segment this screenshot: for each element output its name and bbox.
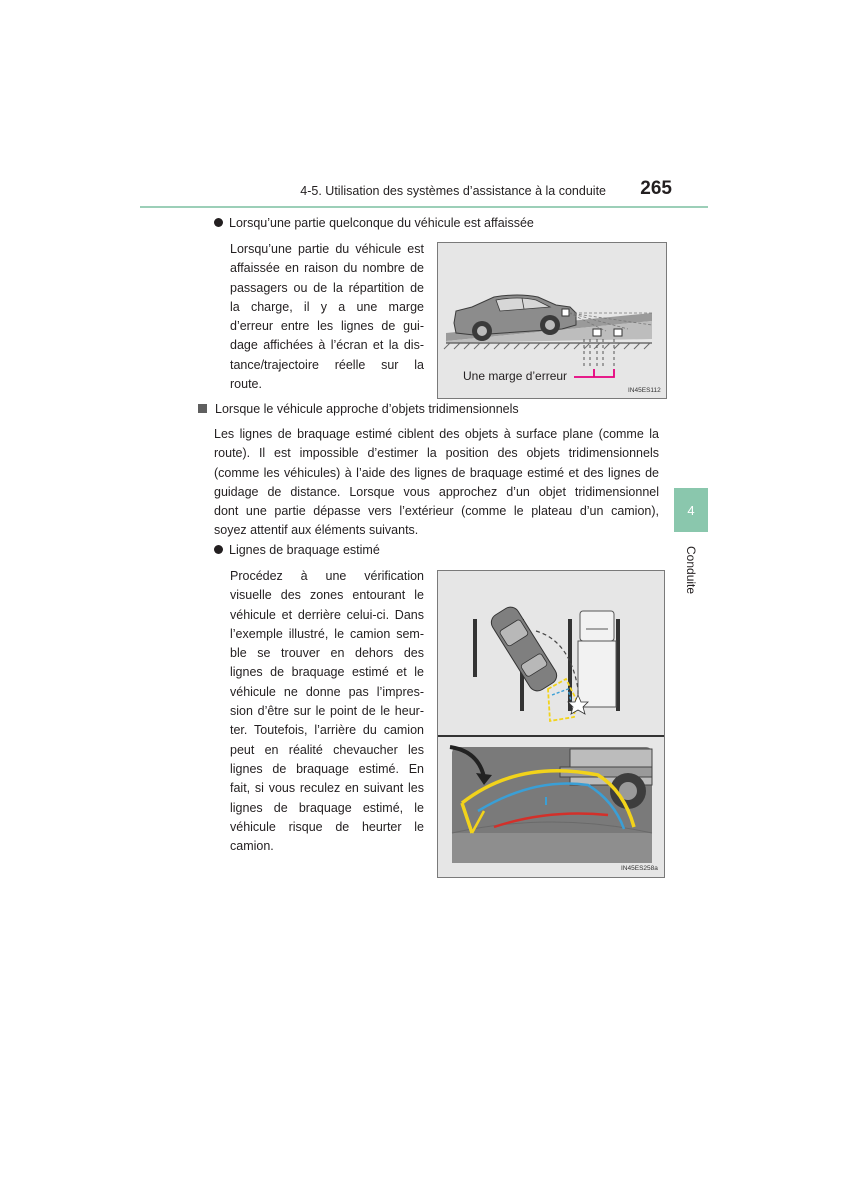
text-line: Procédez à une vérification [230,569,424,583]
text-line: peut en réalité chevaucher les [230,742,424,757]
parking-illustration [438,571,664,877]
paragraph-3d-objects [214,425,659,541]
bullet-heading-text: Lignes de braquage estimé [229,543,380,557]
text-line: Les lignes de braquage estimé ciblent des objets à surface plane (comme la [214,427,659,441]
page-number: 265 [640,178,672,199]
text-line: ter. Toutefois, l’arrière du camion [230,723,424,738]
text-line: fait, si vous reculez en suivant les [230,781,424,796]
text-line: tance/trajectoire réelle sur la [230,357,424,372]
figure-sagging-vehicle [437,242,667,399]
text-line: route. [230,377,262,392]
figure-code: IN45ES258a [621,865,658,872]
paragraph-sagging [230,240,424,394]
text-line: dage affichées à l’écran et la dis- [230,338,424,353]
bullet-heading-sagging [214,216,534,230]
text-line: lignes de braquage estimé, le [230,800,424,815]
figure-code: IN45ES112 [628,387,661,394]
text-line: route). Il est impossible d’estimer la position des objets tridimensionnels [214,446,659,461]
text-line: lignes de braquage estimé. En [230,761,424,776]
chapter-number: 4 [687,502,695,518]
margin-of-error-label: Une marge d’erreur [463,369,568,383]
text-line: passagers ou de la répartition de [230,280,424,295]
text-line: véhicule ne donne pas l’impres- [230,684,424,699]
header-rule [140,206,708,208]
figure-steering-lines [437,570,665,878]
text-line: (comme les véhicules) à l’aide des lignes de braquage estimé et des lignes de [214,465,659,480]
section-title: 4-5. Utilisation des systèmes d’assistance à la conduite [300,184,606,198]
text-line: véhicule et derrière celui-ci. Dans [230,607,424,622]
chapter-tab[interactable] [674,488,708,532]
text-line: Lorsqu’une partie du véhicule est [230,242,424,256]
text-line: soyez attentif aux éléments suivants. [214,523,419,538]
text-line: camion. [230,839,274,854]
bullet-heading-steering-lines [214,543,380,557]
text-line: véhicule risque de heurter le [230,819,424,834]
paragraph-steering-lines [230,567,424,856]
bullet-heading-text: Lorsqu’une partie quelconque du véhicule est affaissée [229,216,534,230]
text-line: guidage de distance. Lorsque vous approchez d’un objet tridimensionnel [214,484,659,499]
text-line: visuelle des zones entourant le [230,588,424,603]
text-line: dont une partie dépasse vers l’extérieur (comme le plateau d’un camion), [214,504,659,519]
chapter-title: Conduite [684,546,698,595]
section-heading-3d-objects [198,402,519,416]
bullet-icon [214,218,223,227]
text-line: d’erreur entre les lignes de gui- [230,319,424,334]
bullet-icon [214,545,223,554]
square-bullet-icon [198,404,207,413]
text-line: ble se trouver en dehors des [230,646,424,661]
text-line: la charge, il y a une marge [230,299,424,314]
text-line: lignes de braquage estimé et le [230,665,424,680]
section-heading-text: Lorsque le véhicule approche d’objets tridimensionnels [215,402,519,416]
text-line: sion d’être sur le point de le heur- [230,704,424,719]
text-line: affaissée en raison du nombre de [230,261,424,276]
text-line: l’exemple illustré, le camion sem- [230,626,424,641]
